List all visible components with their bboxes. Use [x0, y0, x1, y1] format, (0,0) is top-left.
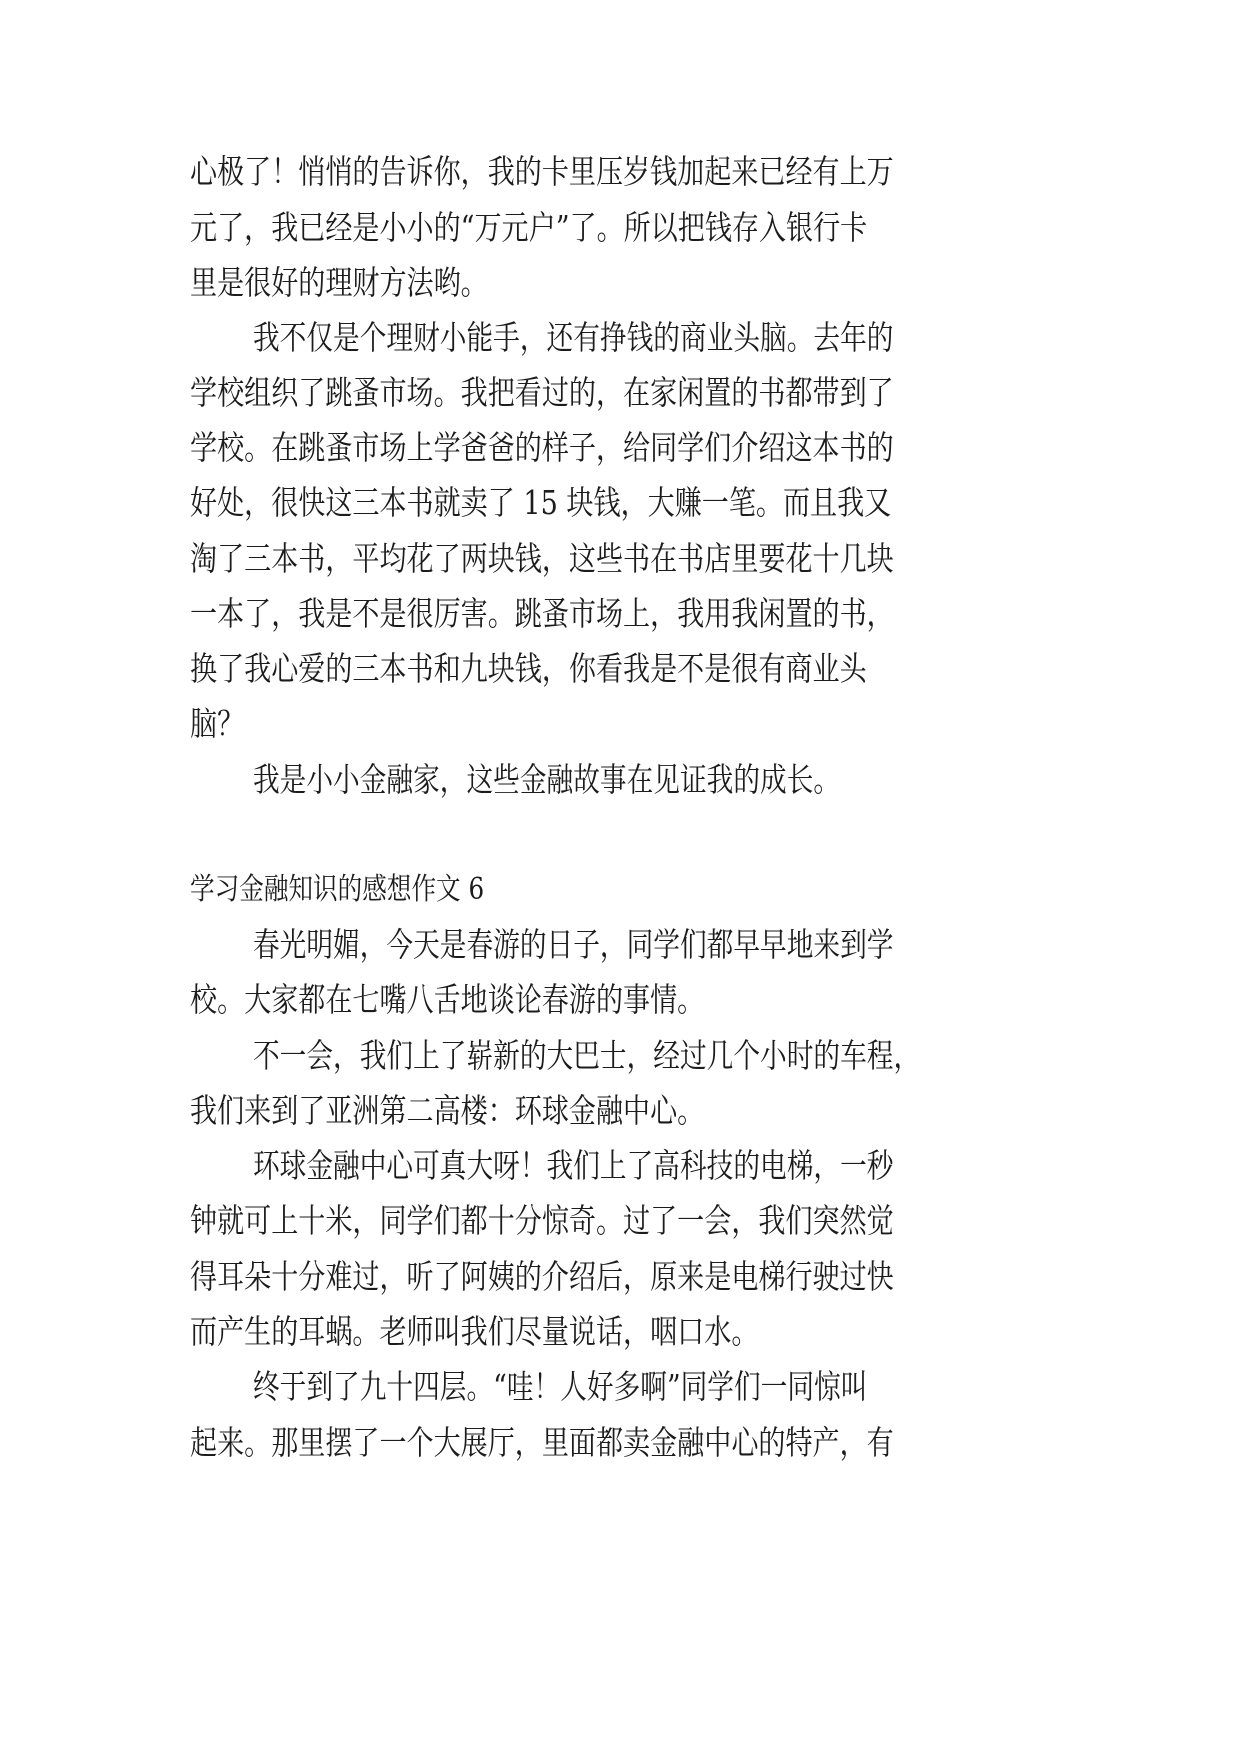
text-line: 一本了，我是不是很厉害。跳蚤市场上，我用我闲置的书，: [190, 594, 894, 633]
text-line: 淘了三本书，平均花了两块钱，这些书在书店里要花十几块: [190, 539, 894, 578]
text-line: 而产生的耳蜗。老师叫我们尽量说话，咽口水。: [190, 1312, 759, 1351]
text-line: 校。大家都在七嘴八舌地谈论春游的事情。: [190, 980, 705, 1019]
paragraph-first-line: 我是小小金融家，这些金融故事在见证我的成长。: [253, 760, 841, 799]
text-line: 起来。那里摆了一个大展厅，里面都卖金融中心的特产，有: [190, 1423, 894, 1462]
section-title: 学习金融知识的感想作文 6: [190, 872, 485, 907]
paragraph-first-line: 不一会，我们上了崭新的大巴士，经过几个小时的车程，: [253, 1036, 921, 1075]
text-line: 钟就可上十米，同学们都十分惊奇。过了一会，我们突然觉: [190, 1201, 894, 1240]
paragraph-first-line: 环球金融中心可真大呀！我们上了高科技的电梯，一秒: [253, 1146, 894, 1185]
text-line: 里是很好的理财方法哟。: [190, 263, 488, 302]
text-line: 好处，很快这三本书就卖了 15 块钱，大赚一笔。而且我又: [190, 483, 892, 522]
text-line: 换了我心爱的三本书和九块钱，你看我是不是很有商业头: [190, 649, 867, 688]
text-line: 得耳朵十分难过，听了阿姨的介绍后，原来是电梯行驶过快: [190, 1257, 894, 1296]
paragraph-first-line: 我不仅是个理财小能手，还有挣钱的商业头脑。去年的: [253, 318, 894, 357]
text-line: 元了，我已经是小小的“万元户”了。所以把钱存入银行卡: [190, 208, 868, 247]
text-line: 心极了！悄悄的告诉你，我的卡里压岁钱加起来已经有上万: [190, 152, 894, 191]
paragraph-first-line: 春光明媚，今天是春游的日子，同学们都早早地来到学: [253, 925, 894, 964]
text-line: 学校。在跳蚤市场上学爸爸的样子，给同学们介绍这本书的: [190, 428, 894, 467]
paragraph-first-line: 终于到了九十四层。“哇！人好多啊”同学们一同惊叫: [253, 1367, 868, 1406]
text-line: 脑？: [190, 704, 245, 743]
text-line: 我们来到了亚洲第二高楼：环球金融中心。: [190, 1091, 705, 1130]
text-line: 学校组织了跳蚤市场。我把看过的，在家闲置的书都带到了: [190, 373, 894, 412]
